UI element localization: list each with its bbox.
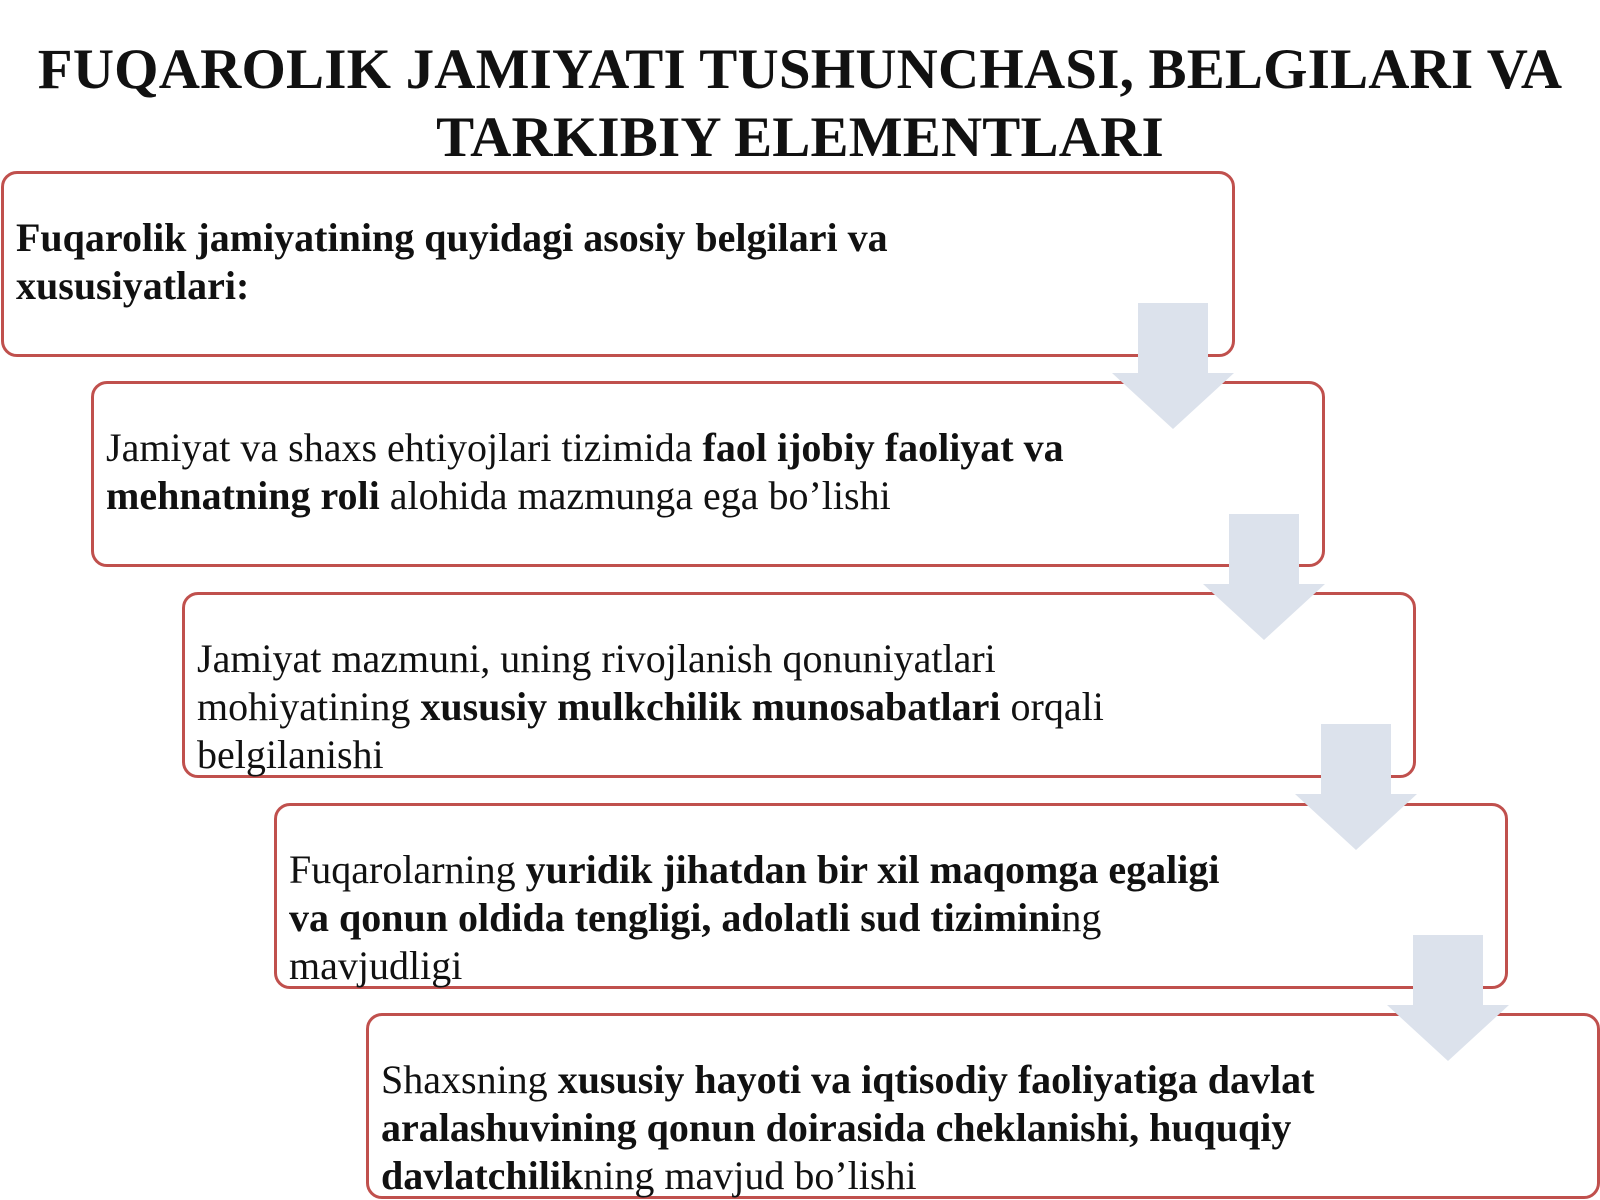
flow-step-text	[197, 635, 1177, 779]
page-title: FUQAROLIK JAMIYATI TUSHUNCHASI, BELGILARI VA TARKIBIY ELEMENTLARI	[37, 38, 1563, 169]
down-arrow-icon	[1201, 514, 1327, 640]
step-text-plain: Jamiyat va shaxs ehtiyojlari tizimida	[106, 425, 703, 470]
step-text-bold: xususiy hayoti va iqtisodiy faoliyatiga davlat aralashuvining qonun doirasida cheklanishi, huquqiy davlatchilik	[381, 1057, 1315, 1198]
flow-step-text	[381, 1056, 1361, 1200]
down-arrow-icon	[1110, 303, 1236, 429]
flow-step-text	[16, 214, 996, 310]
step-text-plain: ning mavjud bo’lishi	[583, 1153, 917, 1198]
step-text-bold: xususiy mulkchilik munosabatlari	[420, 684, 1001, 729]
step-text-plain: ng mavjudligi	[289, 895, 1102, 988]
down-arrow-icon	[1293, 724, 1419, 850]
step-text-bold: faol ijobiy faoliyat va mehnatning roli	[106, 425, 1064, 518]
down-arrow-icon	[1201, 514, 1327, 640]
flow-step-1	[1, 171, 1235, 357]
down-arrow-icon	[1385, 935, 1511, 1061]
step-text-plain: orqali belgilanishi	[197, 684, 1104, 777]
step-text-plain: Shaxsning	[381, 1057, 558, 1102]
down-arrow-icon	[1293, 724, 1419, 850]
step-text-plain: Jamiyat mazmuni, uning rivojlanish qonuniyatlari mohiyatining	[197, 636, 996, 729]
step-text-bold: yuridik jihatdan bir xil maqomga egaligi va qonun oldida tengligi, adolatli sud tizimini	[289, 847, 1220, 940]
step-text-plain: alohida mazmunga ega bo’lishi	[379, 473, 891, 518]
down-arrow-icon	[1385, 935, 1511, 1061]
step-text-plain: Fuqarolarning	[289, 847, 526, 892]
flow-step-text	[289, 846, 1269, 990]
step-text-bold: Fuqarolik jamiyatining quyidagi asosiy belgilari va xususiyatlari:	[16, 215, 888, 308]
down-arrow-icon	[1110, 303, 1236, 429]
flow-step-text	[106, 424, 1086, 520]
